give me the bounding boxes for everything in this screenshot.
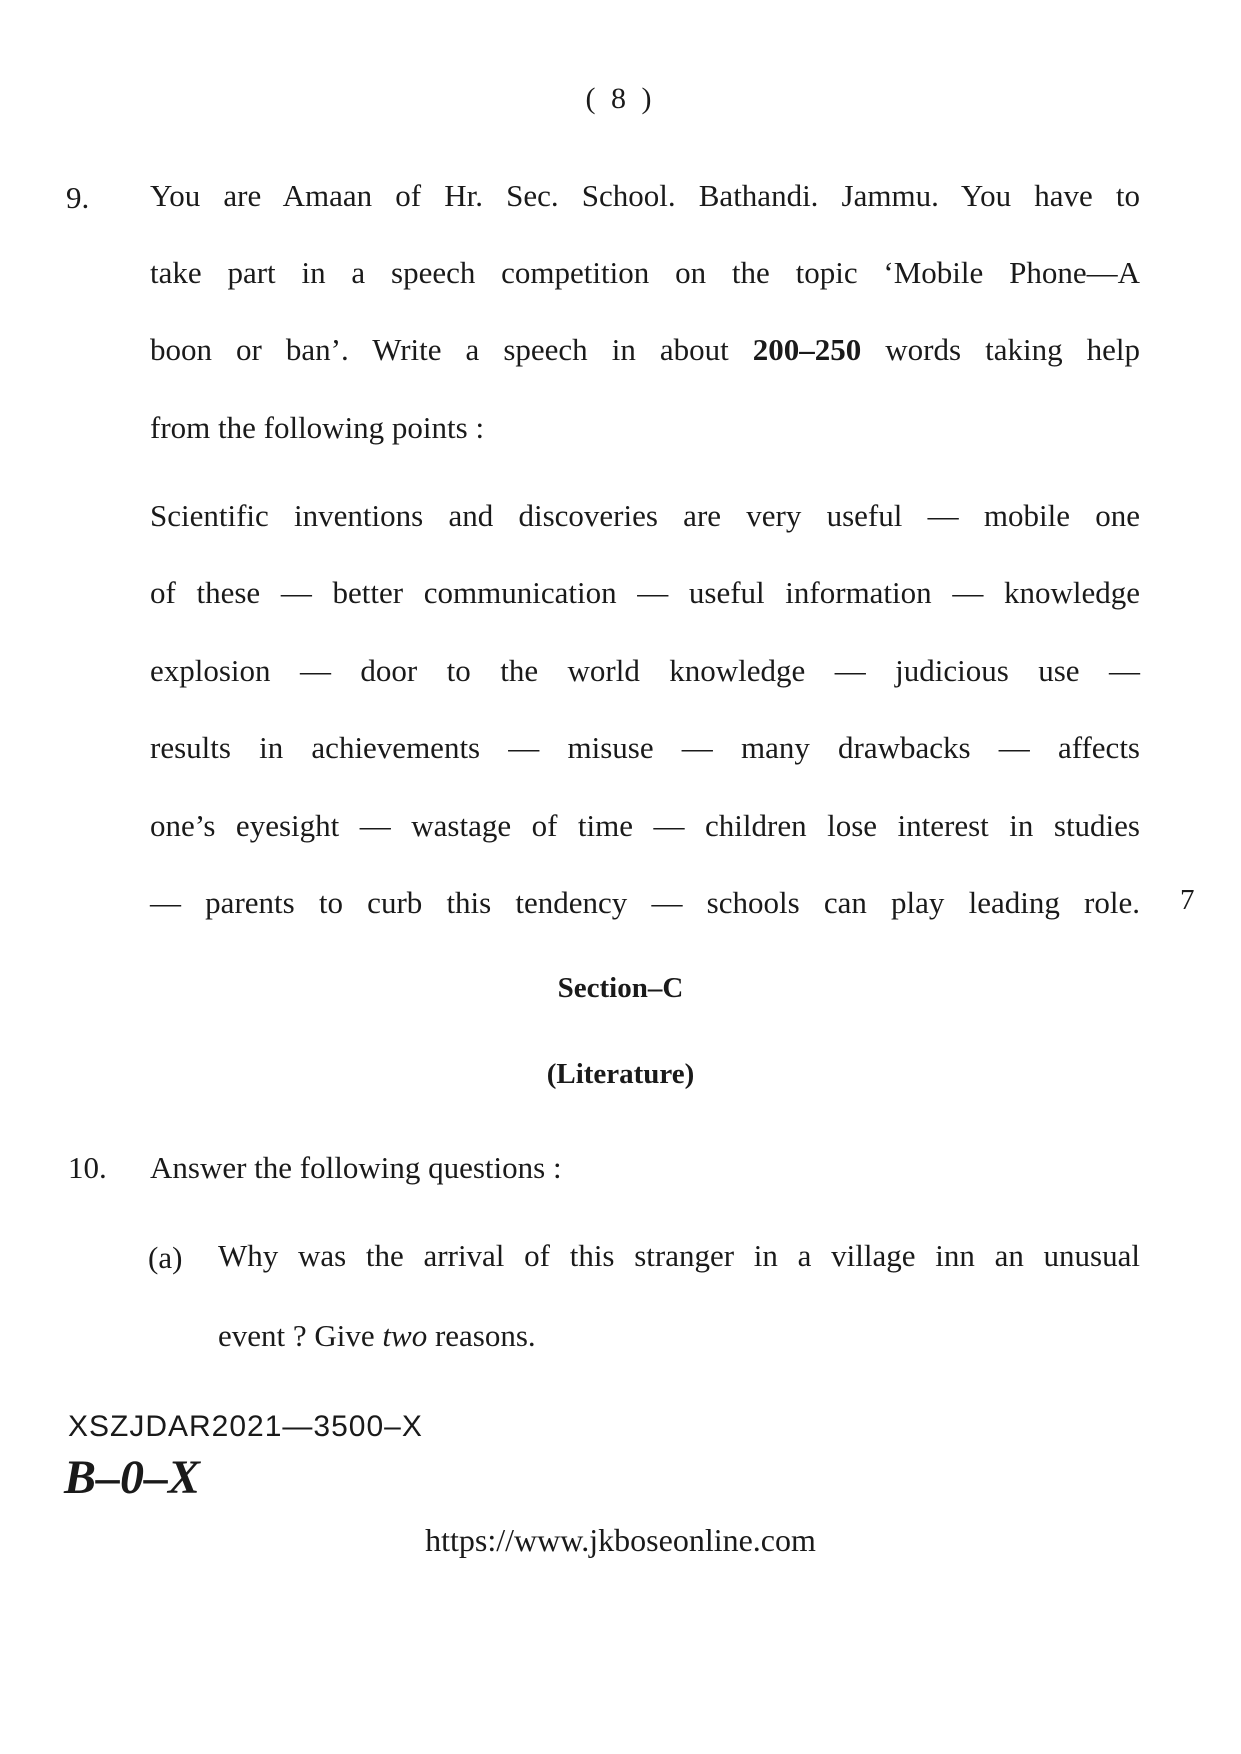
source-url[interactable]: https://www.jkboseonline.com	[425, 1522, 816, 1558]
word-limit: 200–250	[752, 332, 862, 367]
question-10a-line-1: Why was the arrival of this stranger in a village inn an unusual	[218, 1238, 1140, 1273]
points-line-6: — parents to curb this tendency — schools can play leading role.	[150, 885, 1140, 920]
question-9-line-4: from the following points :	[150, 410, 485, 445]
emphasis-two: two	[382, 1318, 428, 1353]
points-line-3: explosion — door to the world knowledge — judicious use —	[150, 653, 1140, 688]
question-9-line-3-rest: words taking help	[861, 332, 1140, 367]
question-10a-line-2-text: event ? Give	[218, 1318, 383, 1353]
section-subtitle: (Literature)	[546, 1058, 695, 1090]
points-line-5: one’s eyesight — wastage of time — children lose interest in studies	[150, 808, 1140, 843]
question-9-line-1: You are Amaan of Hr. Sec. School. Bathandi. Jammu. You have to	[150, 178, 1140, 213]
question-10a-line-2	[218, 1318, 536, 1354]
question-10-number: 10.	[68, 1150, 107, 1185]
points-line-2: of these — better communication — useful information — knowledge	[150, 575, 1140, 610]
question-9-line-3	[150, 334, 1140, 365]
marks: 7	[1180, 884, 1195, 916]
question-10a-label: (a)	[148, 1240, 183, 1275]
points-line-1: Scientific inventions and discoveries are very useful — mobile one	[150, 498, 1140, 533]
question-10a-line-2-rest: reasons.	[427, 1318, 536, 1353]
question-9-number: 9.	[66, 180, 90, 215]
question-10-text: Answer the following questions :	[150, 1150, 562, 1185]
paper-code: XSZJDAR2021—3500–X	[68, 1410, 423, 1443]
section-title: Section–C	[557, 972, 684, 1004]
question-9-line-2: take part in a speech competition on the topic ‘Mobile Phone—A	[150, 255, 1140, 290]
page-number: ( 8 )	[585, 82, 656, 115]
series-code: B–0–X	[64, 1451, 201, 1504]
points-line-4: results in achievements — misuse — many drawbacks — affects	[150, 730, 1140, 765]
question-9-line-3-text: boon or ban’. Write a speech in about	[150, 332, 753, 367]
